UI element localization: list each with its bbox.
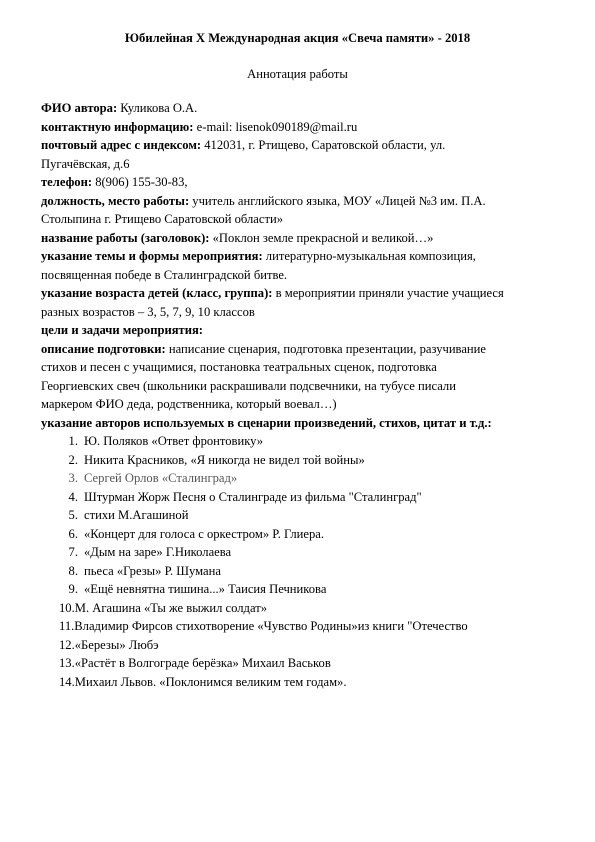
theme-line-continued — [41, 266, 561, 285]
prep-line-2 — [41, 358, 561, 377]
position-value-continued: Столыпина г. Ртищево Саратовской области» — [41, 212, 283, 226]
list-item-text: «Концерт для голоса с оркестром» Р. Глиера. — [84, 526, 324, 541]
list-item — [41, 562, 561, 581]
list-item-text: Сергей Орлов «Сталинград» — [84, 471, 238, 485]
authors-label: указание авторов используемых в сценарии произведений, стихов, цитат и т.д.: — [41, 415, 492, 430]
phone-value: 8(906) 155-30-83, — [92, 175, 188, 189]
prep-label: описание подготовки: — [41, 341, 166, 356]
age-label: указание возраста детей (класс, группа): — [41, 286, 273, 300]
address-line — [41, 136, 561, 155]
list-item-number: 1. — [68, 434, 78, 448]
list-item — [41, 543, 561, 562]
position-line — [41, 192, 561, 211]
list-item-text: пьеса «Грезы» Р. Шумана — [84, 563, 221, 578]
list-item-text: Штурман Жорж Песня о Сталинграде из фильма "Сталинград" — [84, 489, 422, 504]
theme-value: литературно-музыкальная композиция, — [262, 249, 476, 263]
contact-label: контактную информацию: — [41, 119, 194, 134]
document-title: Юбилейная Х Международная акция «Свеча памяти» - 2018 — [124, 31, 471, 45]
prep-value-2: стихов и песен с учащимися, постановка театральных сценок, подготовка — [41, 360, 437, 374]
author-line — [41, 99, 561, 118]
theme-line — [41, 247, 561, 266]
list-item — [41, 673, 561, 692]
list-item — [41, 636, 561, 655]
list-item-text: Владимир Фирсов стихотворение «Чувство Родины»из книги "Отечество — [74, 619, 468, 633]
prep-value-3: Георгиевских свеч (школьники раскрашивали подсвечники, на тубусе писали — [41, 378, 456, 393]
list-item — [41, 525, 561, 544]
list-item-number: 14. — [59, 674, 75, 689]
list-item-text: Ю. Поляков «Ответ фронтовику» — [84, 434, 264, 448]
list-item — [41, 654, 561, 673]
position-label: должность, место работы: — [41, 193, 190, 208]
contact-line — [41, 118, 561, 137]
theme-label: указание темы и формы мероприятия: — [41, 249, 263, 263]
list-item-number: 5. — [68, 508, 78, 522]
list-item-text: «Березы» Любэ — [74, 637, 159, 652]
age-line-continued — [41, 303, 561, 322]
prep-line-3 — [41, 377, 561, 396]
list-item-text: «Ещё невнятна тишина...» Таисия Печникова — [84, 582, 327, 596]
position-value: учитель английского языка, МОУ «Лицей №3 им. П.А. — [189, 193, 486, 208]
annotation-body — [41, 99, 561, 691]
address-value-continued: Пугачёвская, д.6 — [41, 156, 130, 171]
address-line-continued — [41, 155, 561, 174]
list-item-number: 10. — [59, 600, 75, 615]
list-item — [41, 599, 561, 618]
list-item-number: 6. — [68, 526, 78, 541]
list-item-number: 9. — [68, 582, 78, 596]
work-title-value: «Поклон земле прекрасной и великой…» — [209, 230, 434, 245]
phone-line — [41, 173, 561, 192]
address-label: почтовый адрес с индексом: — [41, 138, 202, 152]
list-item-number: 12. — [59, 637, 75, 652]
phone-label: телефон: — [41, 175, 93, 189]
prep-value-4: маркером ФИО деда, родственника, который воевал…) — [41, 397, 337, 411]
list-item-number: 13. — [59, 656, 75, 670]
address-value: 412031, г. Ртищево, Саратовской области, ул. — [201, 138, 446, 152]
prep-line — [41, 340, 561, 359]
age-value-continued: разных возрастов – 3, 5, 7, 9, 10 классов — [41, 304, 255, 319]
age-value: в мероприятии приняли участие учащиеся — [272, 286, 504, 300]
contact-value: e-mail: lisenok090189@mail.ru — [193, 119, 358, 134]
list-item — [41, 451, 561, 470]
list-item-text: «Дым на заре» Г.Николаева — [84, 545, 232, 559]
list-item-number: 7. — [68, 545, 78, 559]
list-item — [41, 432, 561, 451]
list-item-text: Никита Красников, «Я никогда не видел той войны» — [84, 452, 365, 467]
goals-line — [41, 321, 561, 340]
document-subtitle: Аннотация работы — [247, 67, 348, 81]
list-item-number: 2. — [68, 452, 78, 467]
position-line-continued — [41, 210, 561, 229]
list-item-text: стихи М.Агашиной — [84, 508, 189, 522]
list-item — [41, 488, 561, 507]
list-item-number: 3. — [68, 471, 78, 485]
list-item-number: 8. — [68, 563, 78, 578]
list-item — [41, 617, 561, 636]
author-label: ФИО автора: — [41, 101, 118, 115]
list-item — [41, 580, 561, 599]
work-title-label: название работы (заголовок): — [41, 230, 210, 245]
list-item-text: Михаил Львов. «Поклонимся великим тем годам». — [74, 674, 347, 689]
list-item-text: М. Агашина «Ты же выжил солдат» — [74, 600, 268, 615]
list-item — [41, 469, 561, 488]
author-value: Куликова О.А. — [117, 101, 198, 115]
goals-label: цели и задачи мероприятия: — [41, 323, 203, 337]
list-item-number: 11. — [59, 619, 75, 633]
theme-value-continued: посвященная победе в Сталинградской битве. — [41, 267, 288, 282]
authors-line — [41, 414, 561, 433]
prep-line-4 — [41, 395, 561, 414]
list-item-number: 4. — [68, 489, 78, 504]
work-title-line — [41, 229, 561, 248]
list-item-text: «Растёт в Волгограде берёзка» Михаил Васьков — [74, 656, 331, 670]
prep-value: написание сценария, подготовка презентации, разучивание — [165, 341, 486, 356]
works-list — [41, 432, 561, 691]
age-line — [41, 284, 561, 303]
list-item — [41, 506, 561, 525]
